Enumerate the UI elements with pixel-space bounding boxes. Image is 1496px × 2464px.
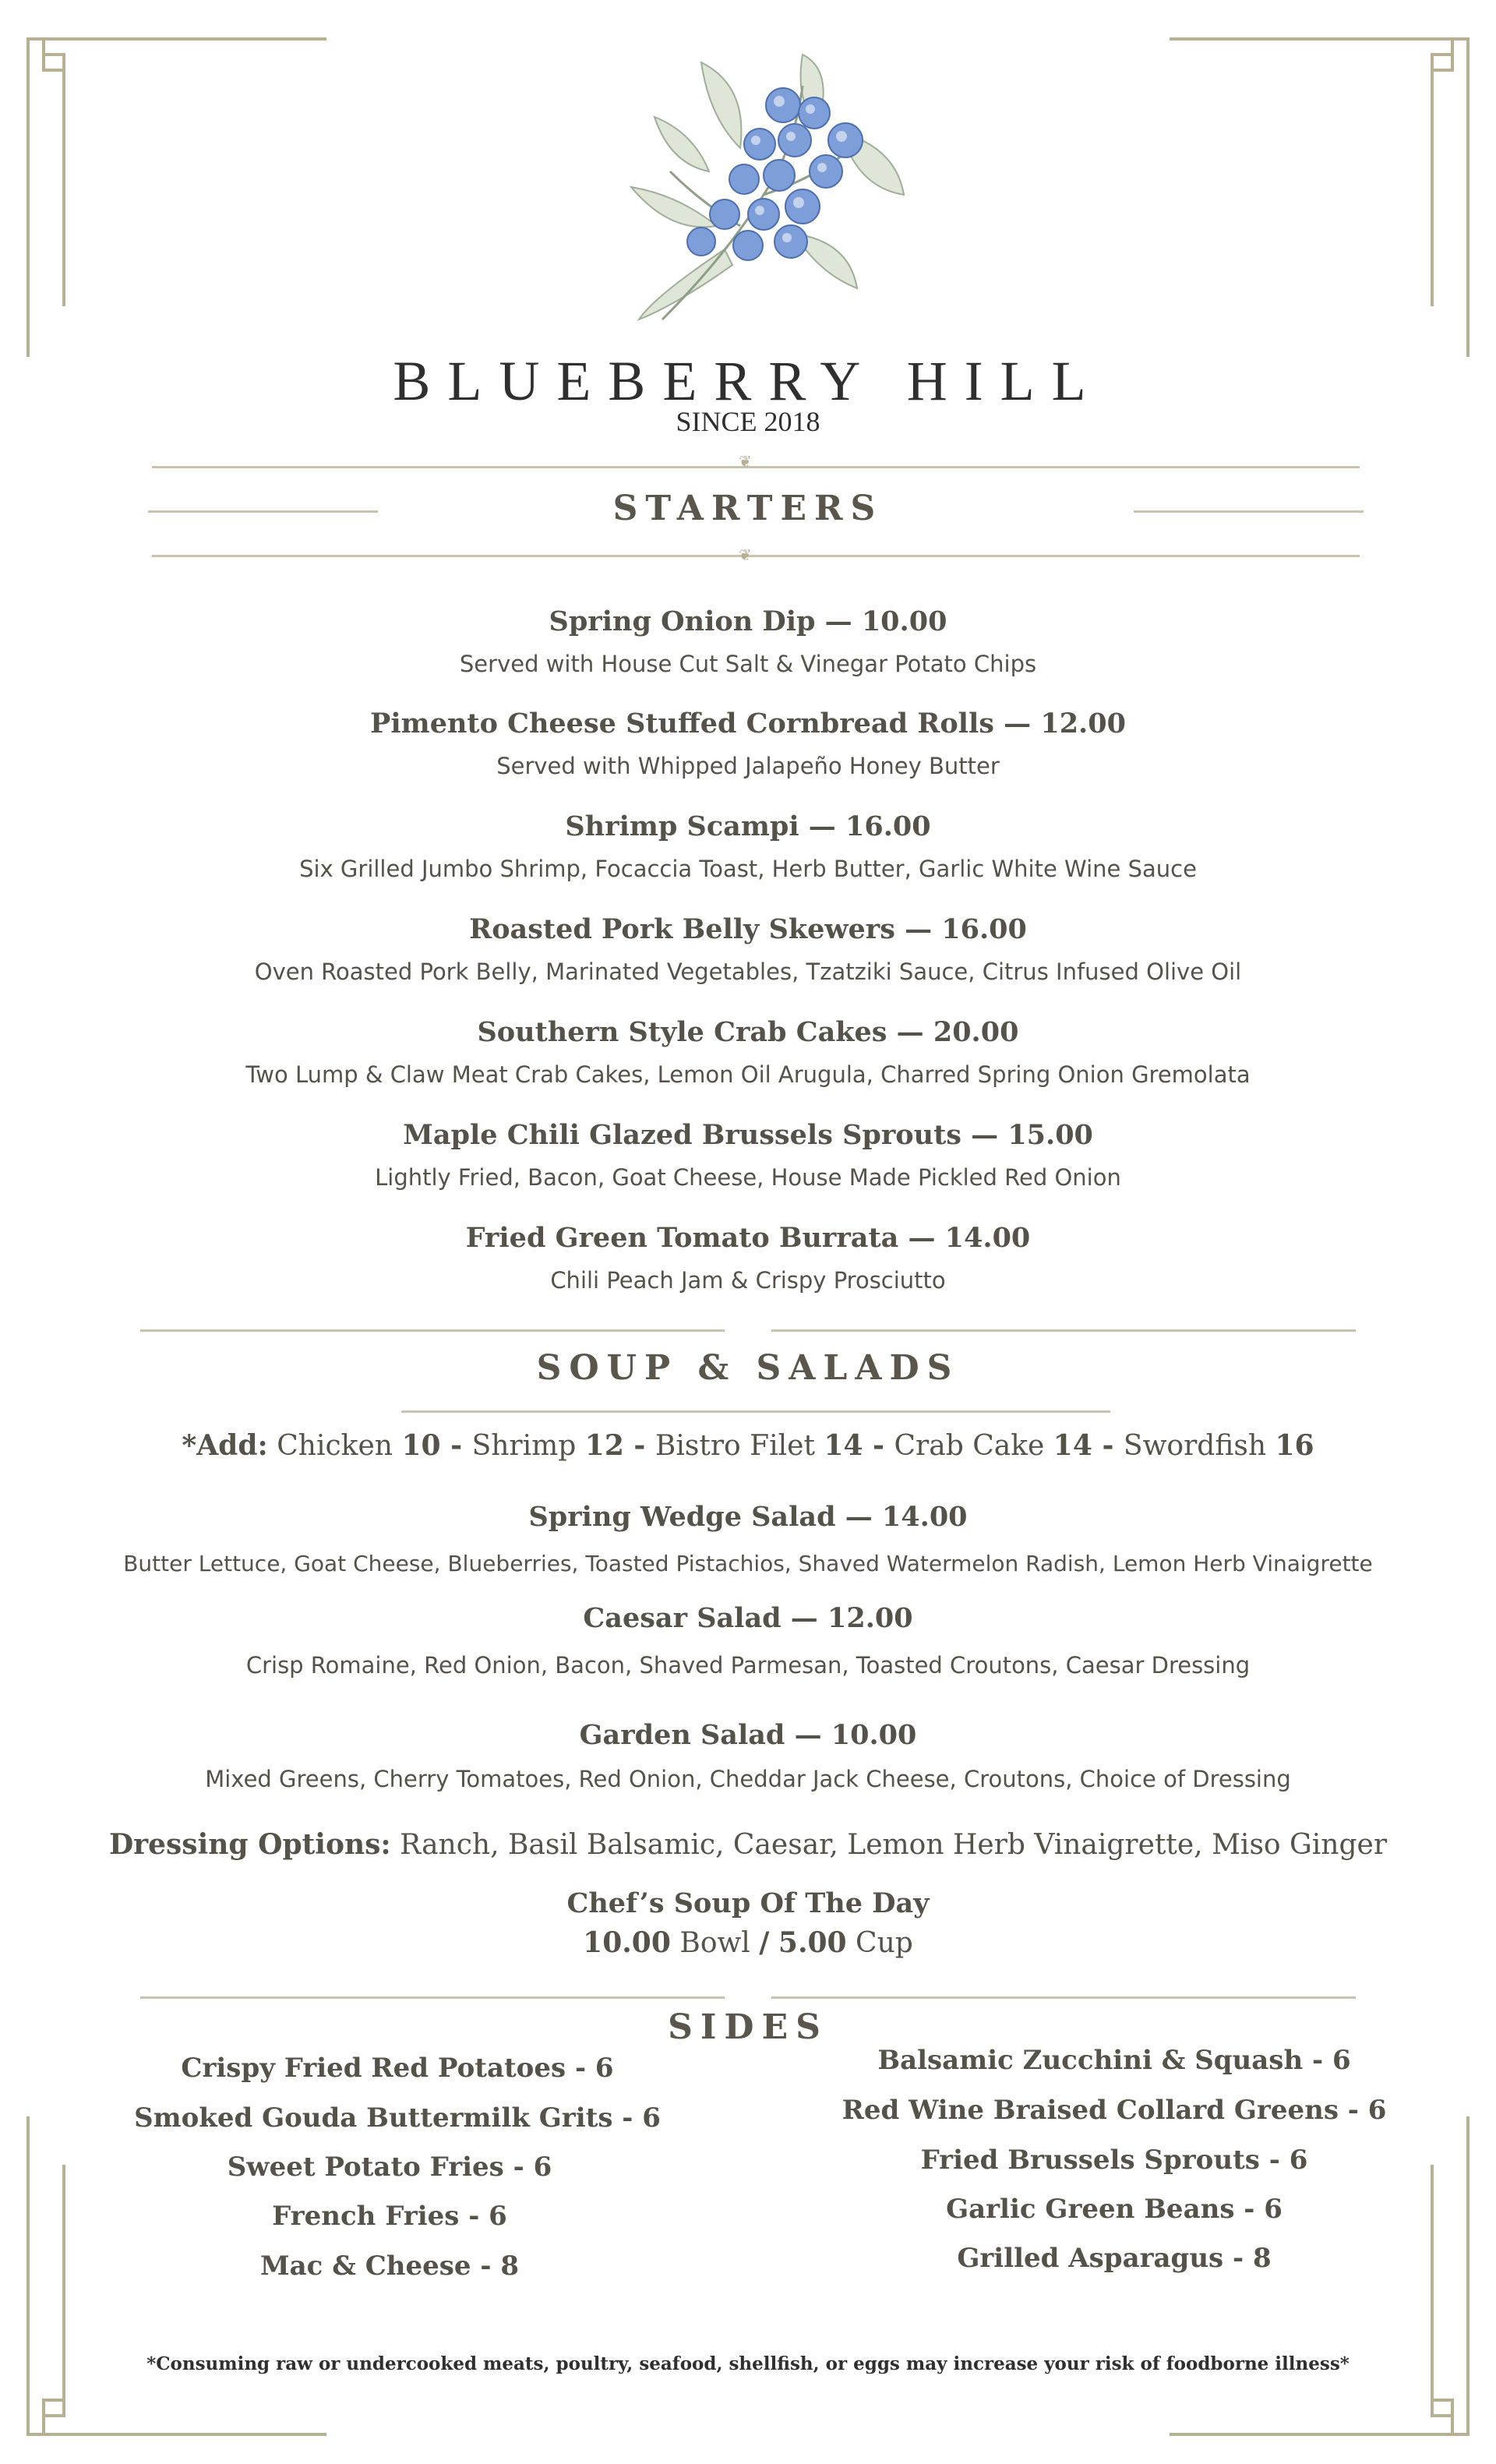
starter-desc: Served with Whipped Jalapeño Honey Butter [496, 753, 1000, 779]
divider-left [140, 1329, 725, 1332]
side-item-right: Grilled Asparagus - 8 [957, 2243, 1272, 2274]
divider-right [771, 1329, 1356, 1332]
side-item-right: Garlic Green Beans - 6 [946, 2194, 1283, 2225]
salad-desc: Mixed Greens, Cherry Tomatoes, Red Onion, Cheddar Jack Cheese, Croutons, Choice of Dressing [205, 1766, 1291, 1792]
starter-name: Fried Green Tomato Burrata — 14.00 [465, 1222, 1031, 1254]
side-item-right: Balsamic Zucchini & Squash - 6 [877, 2045, 1351, 2076]
starter-name: Roasted Pork Belly Skewers — 16.00 [469, 913, 1027, 945]
since-year: SINCE 2018 [676, 406, 820, 437]
starters-title: STARTERS [612, 489, 884, 528]
soup-prices: 10.00 Bowl / 5.00 Cup [583, 1926, 913, 1959]
side-item-left: Smoked Gouda Buttermilk Grits - 6 [134, 2102, 661, 2134]
salad-desc: Butter Lettuce, Goat Cheese, Blueberries, Toasted Pistachios, Shaved Watermelon Radish, Lemon Herb Vinaigrette [123, 1551, 1373, 1576]
restaurant-name: BLUEBERRY HILL [393, 350, 1103, 412]
soup-of-the-day: Chef’s Soup Of The Day [566, 1887, 930, 1919]
dressing-options: Dressing Options: Ranch, Basil Balsamic, Caesar, Lemon Herb Vinaigrette, Miso Ginger [108, 1828, 1388, 1861]
starter-desc: Chili Peach Jam & Crispy Prosciutto [550, 1267, 946, 1294]
foodborne-illness-disclaimer: *Consuming raw or undercooked meats, poultry, seafood, shellfish, or eggs may increase your risk of foodborne illness* [146, 2353, 1350, 2374]
salad-name: Caesar Salad — 12.00 [583, 1602, 913, 1634]
starter-name: Spring Onion Dip — 10.00 [549, 605, 947, 637]
starter-desc: Two Lump & Claw Meat Crab Cakes, Lemon Oil Arugula, Charred Spring Onion Gremolata [245, 1061, 1251, 1088]
side-item-left: French Fries - 6 [272, 2201, 507, 2232]
sides-title: SIDES [668, 2007, 828, 2047]
starter-name: Maple Chili Glazed Brussels Sprouts — 15.00 [403, 1119, 1093, 1151]
ornament-icon: ❦ [739, 452, 752, 471]
blueberry-branch-illustration [608, 39, 919, 327]
divider-top [152, 466, 1360, 468]
divider-left [140, 1996, 725, 1999]
side-item-left: Mac & Cheese - 8 [260, 2250, 519, 2282]
side-item-right: Fried Brussels Sprouts - 6 [920, 2145, 1308, 2176]
starter-name: Shrimp Scampi — 16.00 [565, 810, 931, 842]
side-item-left: Sweet Potato Fries - 6 [227, 2152, 552, 2183]
side-item-right: Red Wine Braised Collard Greens - 6 [842, 2095, 1387, 2126]
divider-bottom [401, 1410, 1110, 1413]
starter-desc: Six Grilled Jumbo Shrimp, Focaccia Toast, Herb Butter, Garlic White Wine Sauce [299, 856, 1197, 882]
ornament-icon: ❦ [739, 545, 752, 564]
salad-desc: Crisp Romaine, Red Onion, Bacon, Shaved Parmesan, Toasted Croutons, Caesar Dressing [245, 1652, 1251, 1679]
starter-desc: Oven Roasted Pork Belly, Marinated Vegetables, Tzatziki Sauce, Citrus Infused Olive Oil [254, 958, 1242, 985]
divider-bottom [152, 555, 1360, 557]
starter-desc: Served with House Cut Salt & Vinegar Potato Chips [459, 651, 1037, 677]
add-protein-line: *Add: Chicken 10 - Shrimp 12 - Bistro Filet 14 - Crab Cake 14 - Swordfish 16 [182, 1429, 1314, 1462]
salad-name: Garden Salad — 10.00 [579, 1719, 917, 1751]
salad-name: Spring Wedge Salad — 14.00 [528, 1501, 968, 1533]
starter-name: Southern Style Crab Cakes — 20.00 [477, 1016, 1019, 1048]
side-item-left: Crispy Fried Red Potatoes - 6 [181, 2053, 614, 2084]
soup-salads-title: SOUP & SALADS [536, 1348, 960, 1388]
starter-desc: Lightly Fried, Bacon, Goat Cheese, House Made Pickled Red Onion [375, 1164, 1121, 1191]
starter-name: Pimento Cheese Stuffed Cornbread Rolls — 12.00 [370, 708, 1126, 740]
divider-right [771, 1996, 1356, 1999]
